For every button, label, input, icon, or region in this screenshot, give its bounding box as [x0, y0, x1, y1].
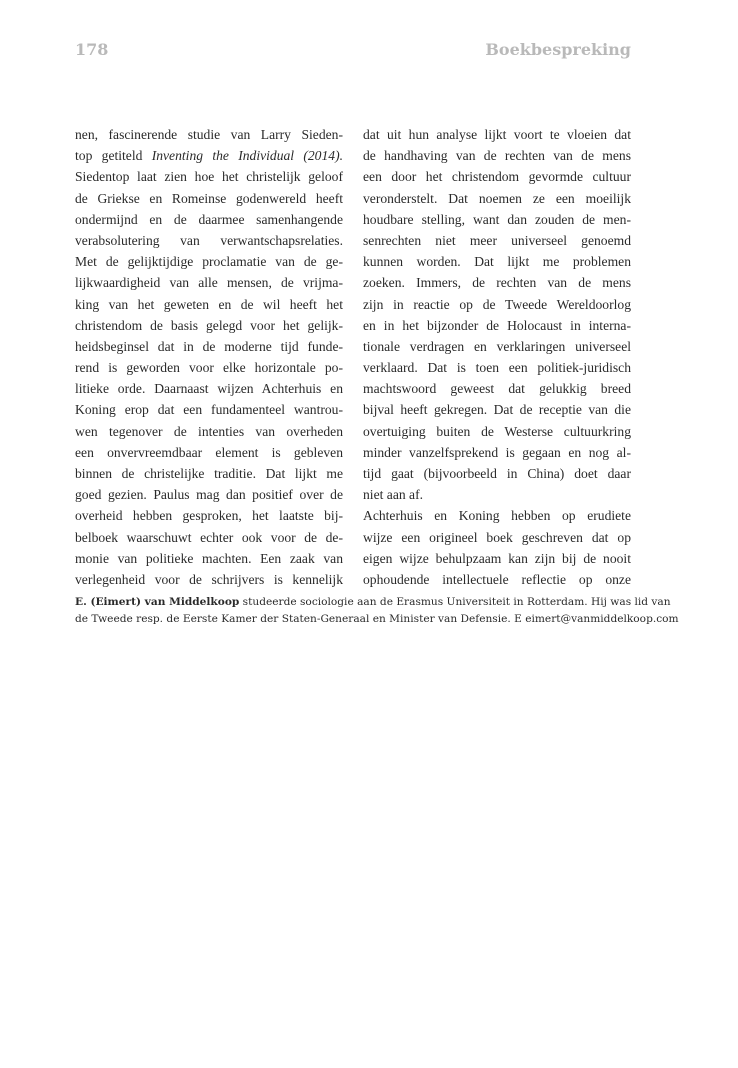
- text-fragment: top getiteld: [75, 148, 152, 164]
- text-line: heidsbeginsel dat in de moderne tijd funde-: [75, 338, 343, 354]
- text-line: monie van politieke machten. Een zaak van: [75, 550, 343, 566]
- text-line: tijd gaat (bijvoorbeeld in China) doet daar: [363, 466, 631, 481]
- left-column: [75, 124, 343, 590]
- text-line: goed gezien. Paulus mag dan positief over de: [75, 487, 343, 503]
- text-line: overheid hebben gesproken, het laatste bij-: [75, 508, 343, 524]
- text-line: houdbare stelling, want dan zouden de men-: [363, 211, 631, 227]
- author-bio: [75, 594, 679, 628]
- text-line: zijn in reactie op de Tweede Wereldoorlog: [363, 296, 631, 312]
- text-line: ophoudende intellectuele reflectie op onze: [363, 571, 631, 587]
- text-line: verabsolutering van verwantschapsrelaties.: [75, 232, 343, 248]
- text-line: Achterhuis en Koning hebben op erudiete: [363, 508, 631, 524]
- text-line: tionale verdragen en verklaringen universeel: [363, 338, 631, 354]
- bio-line: [75, 594, 671, 611]
- text-line: de Griekse en Romeinse godenwereld heeft: [75, 190, 343, 206]
- text-line: rend is geworden voor elke horizontale po-: [75, 360, 343, 376]
- bio-line: de Tweede resp. de Eerste Kamer der Staten-Generaal en Minister van Defensie. E eimert@vanmiddelkoop.com: [75, 613, 679, 625]
- text-line: nen, fascinerende studie van Larry Sieden-: [75, 127, 343, 142]
- text-line: lijkwaardigheid van alle mensen, de vrijma-: [75, 275, 343, 291]
- running-head: Boekbespreking: [485, 40, 631, 59]
- text-line: machtswoord geweest dat gelukkig breed: [363, 381, 631, 397]
- author-name: E. (Eimert) van Middelkoop: [75, 596, 240, 608]
- page-header: [75, 40, 631, 62]
- text-line: dat uit hun analyse lijkt voort te vloeien dat: [363, 127, 631, 142]
- right-column: [363, 124, 631, 590]
- text-line: christendom de basis gelegd voor het gelijk-: [75, 317, 343, 333]
- text-line: een door het christendom gevormde cultuur: [363, 169, 631, 185]
- text-line: Siedentop laat zien hoe het christelijk geloof: [75, 169, 343, 185]
- text-line: niet aan af.: [363, 487, 424, 503]
- text-line: wijze een origineel boek geschreven dat op: [363, 529, 631, 545]
- text-line: een onvervreemdbaar element is gebleven: [75, 444, 343, 460]
- text-line: en in het bijzonder de Holocaust in interna-: [363, 317, 631, 333]
- text-line: litieke orde. Daarnaast wijzen Achterhuis en: [75, 381, 343, 397]
- text-line: ondermijnd en de daarmee samenhangende: [75, 211, 343, 227]
- text-line: de handhaving van de rechten van de mens: [363, 148, 631, 164]
- text-line: veronderstelt. Dat noemen ze een moeilijk: [363, 190, 631, 206]
- text-line: zoeken. Immers, de rechten van de mens: [363, 275, 631, 291]
- text-line: bijval heeft gekregen. Dat de receptie van die: [363, 402, 631, 418]
- book-title: Inventing the Individual (2014).: [151, 148, 343, 164]
- text-line: minder vanzelfsprekend is gegaan en nog al-: [363, 444, 631, 460]
- text-line: Met de gelijktijdige proclamatie van de ge-: [75, 254, 343, 270]
- text-line: binnen de christelijke traditie. Dat lijkt me: [75, 466, 343, 481]
- bio-text: studeerde sociologie aan de Erasmus Universiteit in Rotterdam. Hij was lid van: [239, 596, 671, 608]
- text-line: eigen wijze behulpzaam kan zijn bij de nooit: [363, 550, 631, 566]
- text-line: Koning erop dat een fundamenteel wantrou-: [75, 402, 343, 418]
- page-number: 178: [75, 40, 109, 59]
- text-line: [75, 145, 343, 166]
- text-line: belboek waarschuwt echter ook voor de de-: [75, 529, 343, 545]
- text-line: verlegenheid voor de schrijvers is kennelijk: [75, 571, 343, 587]
- text-line: senrechten niet meer universeel genoemd: [363, 232, 631, 248]
- text-line: verklaard. Dat is toen een politiek-juridisch: [363, 360, 631, 376]
- text-line: king van het geweten en de wil heeft het: [75, 296, 343, 312]
- text-line: wen tegenover de intenties van overheden: [75, 423, 343, 439]
- text-line: overtuiging buiten de Westerse cultuurkring: [363, 423, 631, 439]
- text-line: kunnen worden. Dat lijkt me problemen: [363, 254, 631, 270]
